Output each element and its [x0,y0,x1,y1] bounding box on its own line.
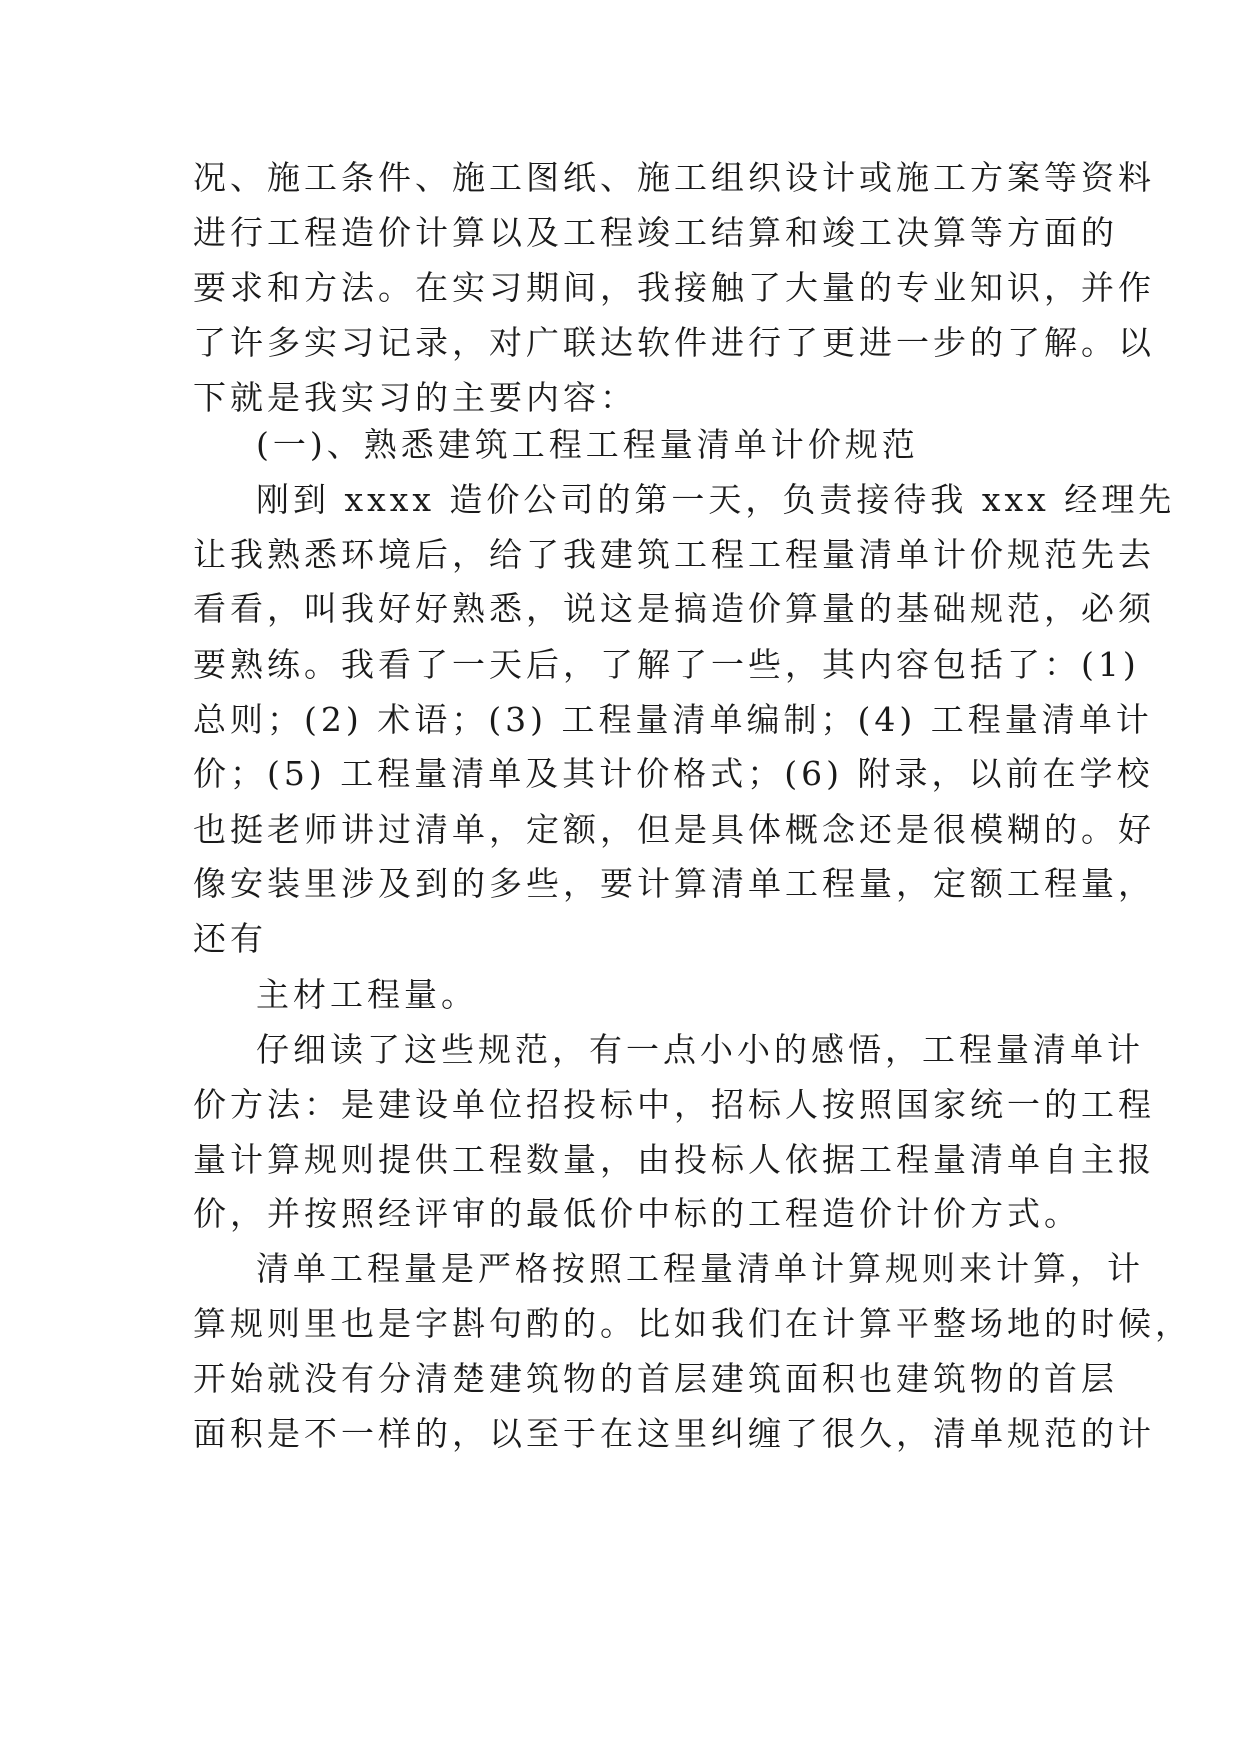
text-line: 要求和方法。在实习期间，我接触了大量的专业知识，并作 [193,268,1155,307]
text-line: 面积是不一样的，以至于在这里纠缠了很久，清单规范的计 [193,1414,1155,1453]
text-line: 价，并按照经评审的最低价中标的工程造价计价方式。 [193,1194,1081,1233]
text-line: 价；(5) 工程量清单及其计价格式；(6) 附录，以前在学校 [193,754,1154,793]
text-line: 了许多实习记录，对广联达软件进行了更进一步的了解。以 [193,323,1155,362]
text-line: 量计算规则提供工程数量，由投标人依据工程量清单自主报 [193,1140,1155,1179]
text-line: 还有 [193,919,267,958]
text-line: 刚到 xxxx 造价公司的第一天，负责接待我 xxx 经理先 [256,480,1176,519]
text-line: 看看，叫我好好熟悉，说这是搞造价算量的基础规范，必须 [193,589,1155,628]
text-line: 算规则里也是字斟句酌的。比如我们在计算平整场地的时候， [193,1304,1192,1343]
text-line: 开始就没有分清楚建筑物的首层建筑面积也建筑物的首层 [193,1359,1118,1398]
section-heading: (一)、熟悉建筑工程工程量清单计价规范 [256,425,919,464]
text-line: 仔细读了这些规范，有一点小小的感悟，工程量清单计 [256,1030,1144,1069]
text-line: 像安装里涉及到的多些，要计算清单工程量，定额工程量， [193,864,1155,903]
text-line: 清单工程量是严格按照工程量清单计算规则来计算，计 [256,1249,1144,1288]
text-line: 总则；(2) 术语；(3) 工程量清单编制；(4) 工程量清单计 [193,700,1153,739]
text-line: 让我熟悉环境后，给了我建筑工程工程量清单计价规范先去 [193,535,1155,574]
text-line: 主材工程量。 [256,975,478,1014]
text-line: 也挺老师讲过清单，定额，但是具体概念还是很模糊的。好 [193,810,1155,849]
text-line: 要熟练。我看了一天后，了解了一些，其内容包括了：(1) [193,645,1140,684]
text-line: 下就是我实习的主要内容： [193,378,637,417]
text-line: 进行工程造价计算以及工程竣工结算和竣工决算等方面的 [193,213,1118,252]
text-line: 价方法：是建设单位招投标中，招标人按照国家统一的工程 [193,1085,1155,1124]
text-line: 况、施工条件、施工图纸、施工组织设计或施工方案等资料 [193,158,1155,197]
